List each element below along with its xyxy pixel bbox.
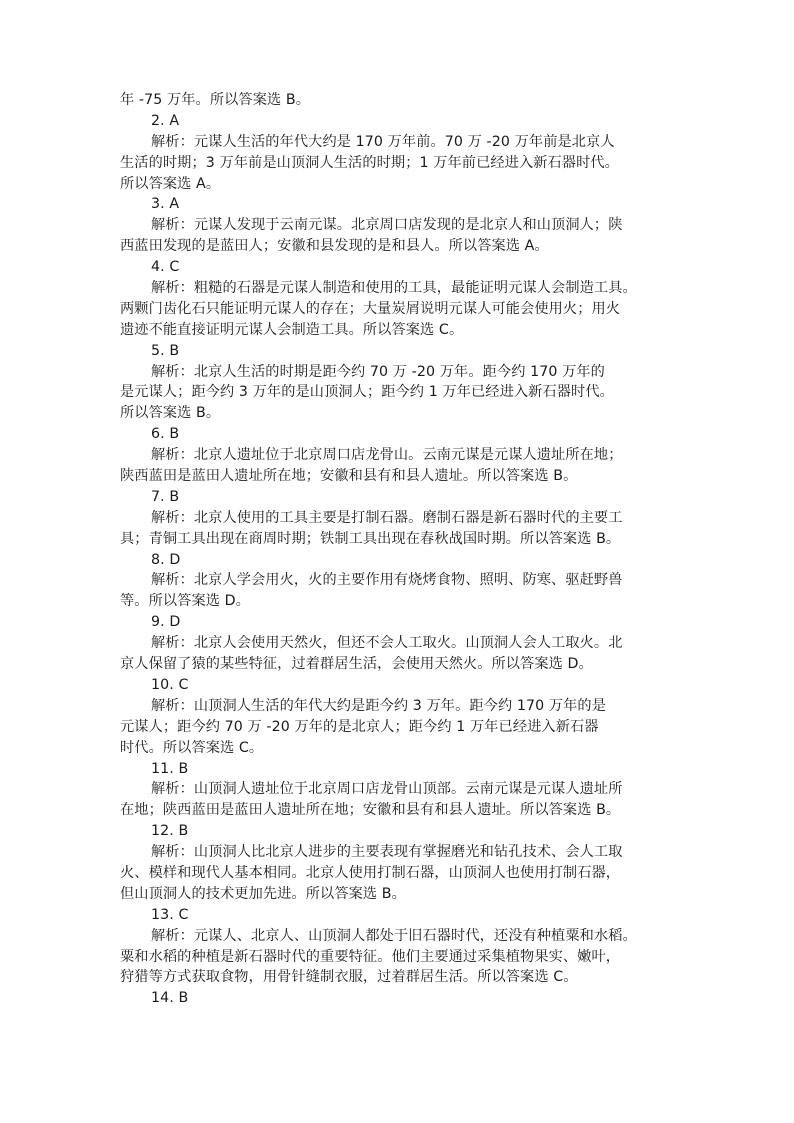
text-line: 3. A <box>151 196 180 213</box>
text-line: 狩猎等方式获取食物，用骨针缝制衣服，过着群居生活。所以答案选 C。 <box>120 969 578 986</box>
text-line: 火、模样和现代人基本相同。北京人使用打制石器，山顶洞人也使用打制石器， <box>120 864 621 881</box>
text-line: 所以答案选 B。 <box>120 405 221 422</box>
text-line: 11. B <box>151 760 189 777</box>
text-line: 7. B <box>151 488 180 505</box>
text-line: 具；青铜工具出现在商周时期；铁制工具出现在春秋战国时期。所以答案选 B。 <box>120 530 621 547</box>
document-page <box>120 90 688 1009</box>
text-line: 13. C <box>151 906 189 923</box>
text-line: 12. B <box>151 823 189 840</box>
text-line: 两颗门齿化石只能证明元谋人的存在；大量炭屑说明元谋人可能会使用火；用火 <box>120 300 621 317</box>
text-line: 粟和水稻的种植是新石器时代的重要特征。他们主要通过采集植物果实、嫩叶， <box>120 948 621 965</box>
text-line: 解析：元谋人、北京人、山顶洞人都处于旧石器时代，还没有种植粟和水稻。 <box>151 927 637 944</box>
text-line: 解析：北京人使用的工具主要是打制石器。磨制石器是新石器时代的主要工 <box>151 509 623 526</box>
text-line: 年 -75 万年。所以答案选 B。 <box>120 92 311 108</box>
text-line: 解析：北京人会使用天然火，但还不会人工取火。山顶洞人会人工取火。北 <box>151 635 623 652</box>
text-line: 9. D <box>151 614 181 631</box>
text-line: 4. C <box>151 259 180 276</box>
text-line: 5. B <box>151 342 180 359</box>
text-line: 解析：元谋人发现于云南元谋。北京周口店发现的是北京人和山顶洞人；陕 <box>151 217 623 234</box>
text-line: 14. B <box>151 990 189 1007</box>
text-line: 解析：北京人生活的时期是距今约 70 万 -20 万年。距今约 170 万年的 <box>151 363 605 380</box>
text-line: 遗迹不能直接证明元谋人会制造工具。所以答案选 C。 <box>120 321 464 338</box>
text-line: 解析：山顶洞人生活的年代大约是距今约 3 万年。距今约 170 万年的是 <box>151 697 606 714</box>
text-line: 是元谋人；距今约 3 万年的是山顶洞人；距今约 1 万年已经进入新石器时代。 <box>120 384 614 401</box>
text-line: 所以答案选 A。 <box>120 175 221 192</box>
text-line: 6. B <box>151 426 180 443</box>
text-line: 8. D <box>151 551 181 568</box>
text-line: 解析：元谋人生活的年代大约是 170 万年前。70 万 -20 万年前是北京人 <box>151 133 615 150</box>
text-line: 时代。所以答案选 C。 <box>120 739 264 756</box>
text-line: 元谋人；距今约 70 万 -20 万年的是北京人；距今约 1 万年已经进入新石器 <box>120 718 599 735</box>
text-line: 生活的时期；3 万年前是山顶洞人生活的时期；1 万年前已经进入新石器时代。 <box>120 154 619 171</box>
text-line: 解析：山顶洞人遗址位于北京周口店龙骨山顶部。云南元谋是元谋人遗址所 <box>151 781 623 798</box>
text-line: 解析：北京人遗址位于北京周口店龙骨山。云南元谋是元谋人遗址所在地； <box>151 447 623 464</box>
text-line: 西蓝田发现的是蓝田人；安徽和县发现的是和县人。所以答案选 A。 <box>120 238 549 255</box>
text-line: 解析：山顶洞人比北京人进步的主要表现有掌握磨光和钻孔技术、会人工取 <box>151 844 623 861</box>
text-line: 但山顶洞人的技术更加先进。所以答案选 B。 <box>120 885 406 902</box>
text-line: 10. C <box>151 676 189 693</box>
text-line: 在地；陕西蓝田是蓝田人遗址所在地；安徽和县有和县人遗址。所以答案选 B。 <box>120 802 621 819</box>
text-line: 等。所以答案选 D。 <box>120 593 250 610</box>
text-line: 2. A <box>151 112 180 129</box>
text-line: 陕西蓝田是蓝田人遗址所在地；安徽和县有和县人遗址。所以答案选 B。 <box>120 468 578 485</box>
text-line: 解析：北京人学会用火，火的主要作用有烧烤食物、照明、防寒、驱赶野兽 <box>151 572 623 589</box>
text-line: 解析：粗糙的石器是元谋人制造和使用的工具，最能证明元谋人会制造工具。 <box>151 280 637 297</box>
text-line: 京人保留了猿的某些特征，过着群居生活，会使用天然火。所以答案选 D。 <box>120 656 593 673</box>
